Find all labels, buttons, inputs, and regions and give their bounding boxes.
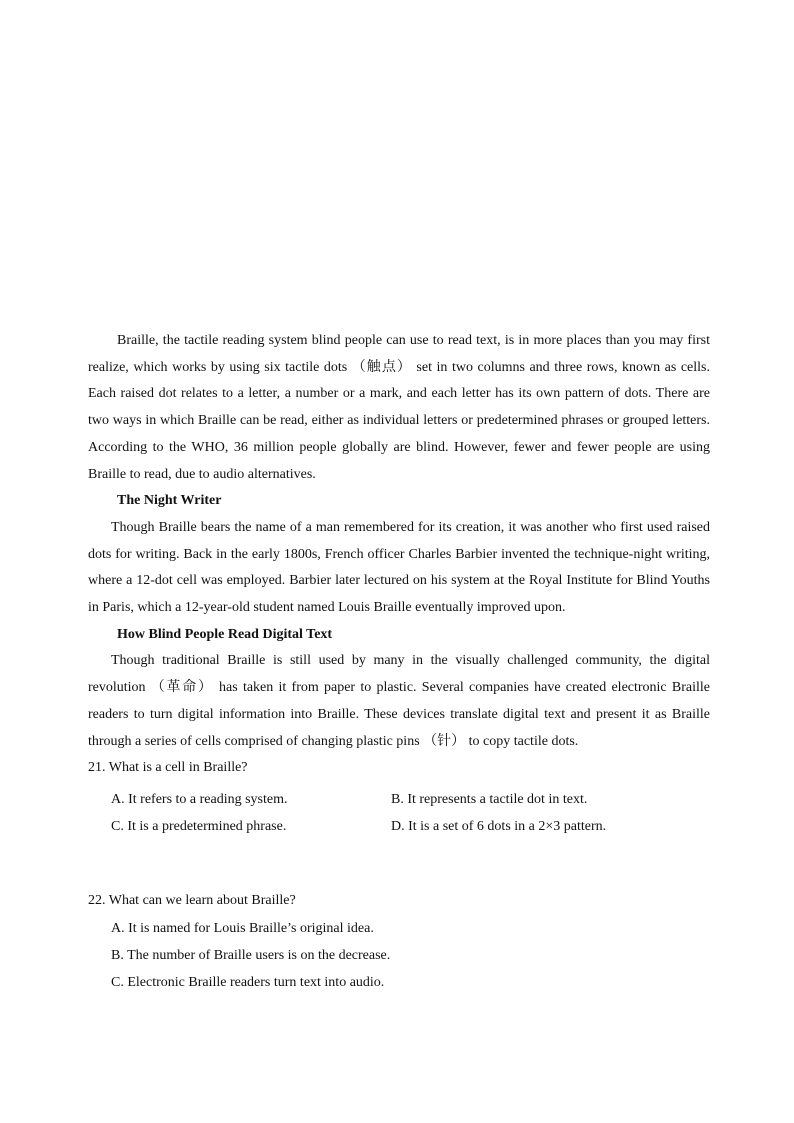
section-heading-night-writer: The Night Writer [117,493,222,509]
night-writer-paragraph: Though Braille bears the name of a man remembered for its creation, it was another who first used raised dots for writing. Back in the early 1800s, French officer Charles Barbier invented the technique-night writing, where a 12-dot cell was employed. Barbier later lectured on his system at the Royal Institute for Blind Youths in Paris, which a 12-year-old student named Louis Braille eventually improved upon. [88,519,710,616]
question-stem: 21. What is a cell in Braille? [88,760,248,776]
digital-text-paragraph: Though traditional Braille is still used by many in the visually challenged community, the digital revolution （革命） has taken it from paper to plastic. Several companies have created electronic Braille readers to turn digital information into Braille. These devices translate digital text and present it as Braille through a series of cells comprised of changing plastic pins （针） to copy tactile dots. [88,653,710,749]
intro-paragraph: Braille, the tactile reading system blind people can use to read text, is in more places than you may first realize, which works by using six tactile dots （触点） set in two columns and three rows, known as cells. Each raised dot relates to a letter, a number or a mark, and each letter has its own pattern of dots. There are two ways in which Braille can be read, either as individual letters or predetermined phrases or grouped letters. According to the WHO, 36 million people globally are blind. However, fewer and fewer people are using Braille to read, due to audio alternatives. [88,333,710,482]
question-22 [88,888,710,996]
option-a: A. It is named for Louis Braille’s original idea. [111,920,374,936]
answer-options [88,786,710,840]
answer-options [88,915,710,996]
option-c: C. Electronic Braille readers turn text into audio. [111,974,385,990]
question-21 [88,755,710,840]
option-d: D. It is a set of 6 dots in a 2×3 pattern. [391,818,607,834]
option-b: B. The number of Braille users is on the decrease. [111,947,391,963]
option-a: A. It refers to a reading system. [111,791,288,807]
option-b: B. It represents a tactile dot in text. [391,791,588,807]
option-c: C. It is a predetermined phrase. [111,818,287,834]
reading-passage [88,328,710,996]
section-heading-digital-text: How Blind People Read Digital Text [117,626,333,642]
question-stem: 22. What can we learn about Braille? [88,892,296,908]
